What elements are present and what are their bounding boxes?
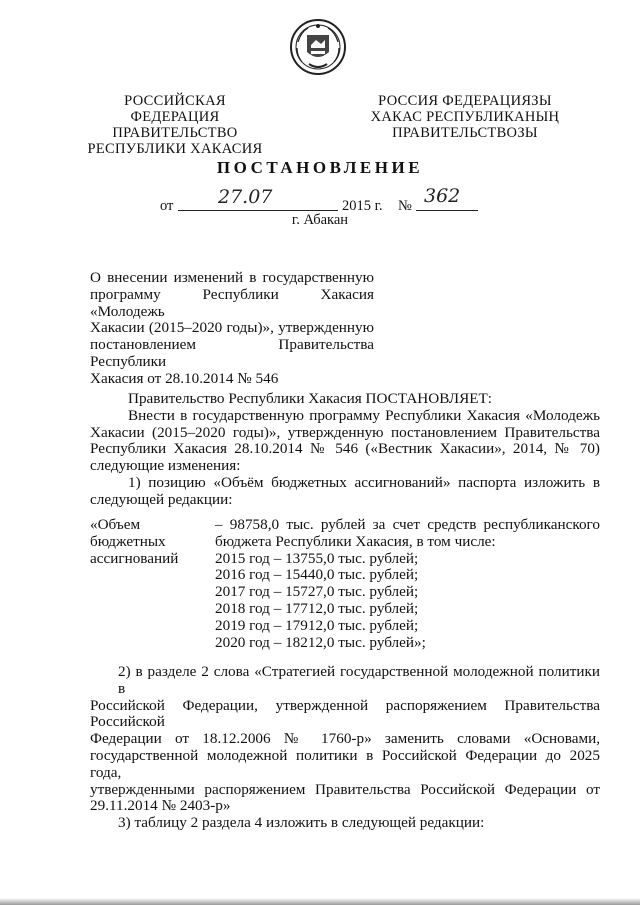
header-left — [80, 93, 270, 157]
handwritten-number: 362 — [424, 185, 461, 207]
header-right — [370, 93, 560, 141]
passport-text-line: бюджета Республики Хакасия, в том числе: — [215, 532, 496, 550]
passport-year-line: 2016 год – 15440,0 тыс. рублей; — [215, 566, 419, 584]
passport-label-line: ассигнований — [90, 549, 179, 567]
header-left-line: РЕСПУБЛИКИ ХАКАСИЯ — [87, 141, 263, 157]
passport-text — [215, 517, 600, 651]
decree-block — [90, 391, 600, 509]
item2-line: Российской Федерации, утвержденной распоряжением Правительства Российской — [90, 696, 600, 731]
subject-line: Хакасии (2015–2020 годы)», утвержденную — [90, 319, 374, 337]
subject-line: О внесении изменений в государственную — [90, 269, 374, 286]
item2-line: Федерации от 18.12.2006 № 1760-р» заменить словами «Основами, — [90, 730, 600, 748]
handwritten-date: 27.07 — [218, 186, 273, 208]
items-block — [90, 664, 600, 832]
intro-line: Республики Хакасия 28.10.2014 № 546 («Вестник Хакасии», 2014, № 70) — [90, 440, 600, 458]
passport-year-line: 2019 год – 17912,0 тыс. рублей; — [215, 616, 419, 634]
passport-year-line: 2015 год – 13755,0 тыс. рублей; — [215, 549, 419, 567]
city: г. Абакан — [291, 212, 349, 228]
date-year: 2015 г. — [342, 198, 383, 214]
number-sign: № — [398, 198, 412, 214]
header-left-line: РОССИЙСКАЯ ФЕДЕРАЦИЯ — [124, 93, 226, 125]
passport-year-line: 2018 год – 17712,0 тыс. рублей; — [215, 599, 419, 617]
header-right-line: ХАКАС РЕСПУБЛИКАНЫҢ — [370, 109, 560, 125]
document-title: ПОСТАНОВЛЕНИЕ — [216, 158, 424, 177]
item1-line: следующей редакции: — [90, 490, 233, 508]
passport-label-line: бюджетных — [90, 532, 166, 550]
passport-year-line: 2020 год – 18212,0 тыс. рублей»; — [215, 633, 426, 651]
subject-block — [90, 270, 374, 388]
passport-year-line: 2017 год – 15727,0 тыс. рублей; — [215, 583, 419, 601]
decree-line: Правительство Республики Хакасия ПОСТАНОВЛЯЕТ: — [128, 390, 492, 407]
coat-of-arms-icon — [289, 18, 347, 76]
header-left-line: ПРАВИТЕЛЬСТВО — [112, 125, 238, 141]
passport-label-line: «Объем — [90, 516, 141, 533]
item2-line: государственной молодежной политики в Российской Федерации до 2025 года, — [90, 746, 600, 781]
item1-line: 1) позицию «Объём бюджетных ассигнований» паспорта изложить в — [128, 473, 600, 491]
subject-line: программу Республики Хакасия «Молодежь — [90, 285, 374, 320]
header-right-line: ПРАВИТЕЛЬСТВОЗЫ — [392, 125, 538, 141]
subject-line: постановлением Правительства Республики — [90, 336, 374, 370]
item2-line: утвержденными распоряжением Правительства Российской Федерации от — [90, 780, 600, 798]
header-right-line: РОССИЯ ФЕДЕРАЦИЯЗЫ — [378, 93, 552, 109]
scan-edge — [0, 898, 640, 905]
item3-line: 3) таблицу 2 раздела 4 изложить в следующей редакции: — [118, 814, 485, 832]
intro-line: Хакасии (2015–2020 годы)», утвержденную постановлением Правительства — [90, 423, 600, 441]
subject-line: Хакасия от 28.10.2014 № 546 — [90, 369, 279, 387]
intro-line: Внести в государственную программу Республики Хакасия «Молодежь — [128, 406, 600, 424]
passport-label — [90, 517, 210, 567]
item2-line: 29.11.2014 № 2403-р» — [90, 797, 231, 815]
item2-line: 2) в разделе 2 слова «Стратегией государственной молодежной политики в — [118, 663, 600, 697]
date-prefix: от — [160, 198, 174, 214]
passport-text-line: – 98758,0 тыс. рублей за счет средств республиканского — [215, 516, 600, 533]
intro-line: следующие изменения: — [90, 457, 241, 475]
